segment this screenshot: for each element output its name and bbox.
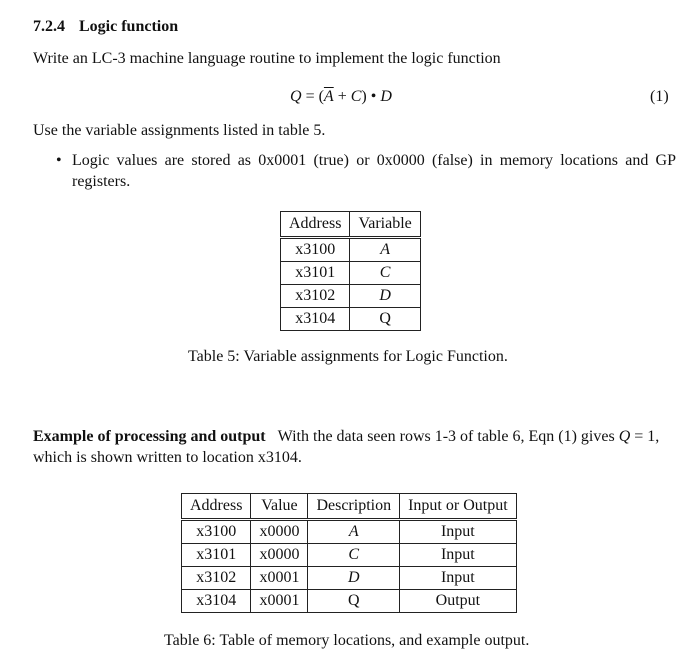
table6-cell-io: Input bbox=[400, 520, 517, 544]
table5-header-variable: Variable bbox=[350, 212, 420, 238]
table5-cell-variable: A bbox=[350, 238, 420, 262]
eq-a-bar: $\overline{A}$ bbox=[323, 88, 334, 105]
equation-number: (1) bbox=[650, 88, 669, 105]
table5 bbox=[280, 211, 421, 331]
table-row bbox=[281, 238, 421, 262]
table5-cell-address: x3101 bbox=[281, 262, 350, 285]
table6-cell-address: x3102 bbox=[182, 567, 251, 590]
table5-cell-address: x3100 bbox=[281, 238, 350, 262]
table6-cell-value: x0001 bbox=[251, 567, 308, 590]
table5-cell-variable: C bbox=[350, 262, 420, 285]
table6-cell-io: Input bbox=[400, 544, 517, 567]
example-heading: Example of processing and output bbox=[33, 428, 266, 445]
table6-cell-description: Q bbox=[308, 590, 400, 613]
table6-cell-value: x0000 bbox=[251, 520, 308, 544]
table-row bbox=[281, 285, 421, 308]
table6-cell-value: x0001 bbox=[251, 590, 308, 613]
table-row bbox=[281, 308, 421, 331]
eq-plus: + bbox=[333, 88, 351, 105]
section-number: 7.2.4 bbox=[33, 18, 65, 35]
table-row bbox=[182, 590, 517, 613]
table5-cell-variable: Q bbox=[350, 308, 420, 331]
table6-cell-address: x3101 bbox=[182, 544, 251, 567]
table6-cell-address: x3100 bbox=[182, 520, 251, 544]
table-row bbox=[182, 544, 517, 567]
bullet-item bbox=[56, 150, 676, 192]
table6-cell-description: D bbox=[308, 567, 400, 590]
example-paragraph bbox=[33, 426, 673, 468]
eq-c: C bbox=[350, 88, 362, 105]
example-q: Q bbox=[618, 428, 631, 445]
bullet-text: Logic values are stored as 0x0001 (true) or 0x0000 (false) in memory locations and GP registers. bbox=[72, 152, 676, 190]
eq-close: ) • bbox=[361, 88, 381, 105]
table-header-row bbox=[182, 494, 517, 520]
section-title: Logic function bbox=[79, 18, 179, 35]
table5-header-address: Address bbox=[281, 212, 350, 238]
table6-header-address: Address bbox=[182, 494, 251, 520]
table6-cell-address: x3104 bbox=[182, 590, 251, 613]
table5-cell-address: x3102 bbox=[281, 285, 350, 308]
table6-cell-value: x0000 bbox=[251, 544, 308, 567]
intro-text: Write an LC-3 machine language routine to implement the logic function bbox=[33, 50, 501, 67]
example-text-1: With the data seen rows 1-3 of table 6, Eqn (1) gives bbox=[277, 428, 619, 445]
table6-cell-io: Input bbox=[400, 567, 517, 590]
section-heading bbox=[33, 18, 178, 36]
eq-equals: = ( bbox=[301, 88, 324, 105]
table6-header-io: Input or Output bbox=[400, 494, 517, 520]
table6-header-description: Description bbox=[308, 494, 400, 520]
table6 bbox=[181, 493, 517, 613]
table-row bbox=[281, 262, 421, 285]
table6-cell-io: Output bbox=[400, 590, 517, 613]
logic-equation bbox=[290, 88, 392, 106]
example-text-2: = 1, which is shown written to location x3104. bbox=[33, 428, 660, 466]
use-variables-text: Use the variable assignments listed in table 5. bbox=[33, 122, 326, 139]
table6-header-value: Value bbox=[251, 494, 308, 520]
eq-d: D bbox=[380, 88, 392, 105]
eq-lhs: Q bbox=[290, 88, 302, 105]
table-header-row bbox=[281, 212, 421, 238]
table6-cell-description: A bbox=[308, 520, 400, 544]
table5-cell-address: x3104 bbox=[281, 308, 350, 331]
table6-cell-description: C bbox=[308, 544, 400, 567]
table-row bbox=[182, 567, 517, 590]
table-row bbox=[182, 520, 517, 544]
table5-cell-variable: D bbox=[350, 285, 420, 308]
bullet-dot-icon: • bbox=[56, 152, 62, 169]
table5-caption: Table 5: Variable assignments for Logic Function. bbox=[188, 348, 508, 365]
table6-caption: Table 6: Table of memory locations, and example output. bbox=[164, 632, 530, 649]
